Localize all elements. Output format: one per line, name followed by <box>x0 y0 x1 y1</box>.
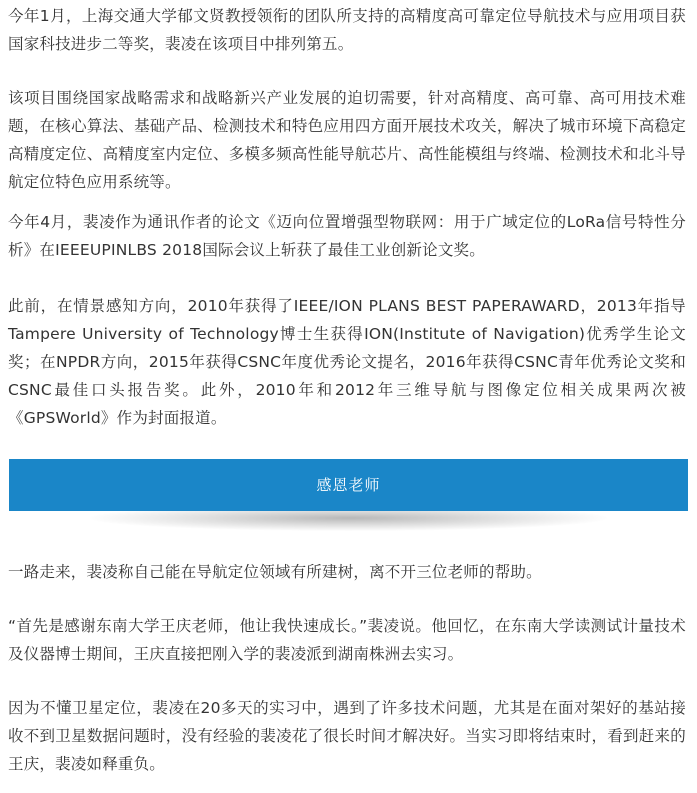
paragraph-three-teachers: 一路走来，裴凌称自己能在导航定位领域有所建树，离不开三位老师的帮助。 <box>8 563 542 581</box>
paragraph-project-description: 该项目围绕国家战略需求和战略新兴产业发展的迫切需要，针对高精度、高可靠、高可用技术难题，在核心算法、基础产品、检测技术和特色应用四方面开展技术攻关，解决了城市环境下高稳定高精度定位、高精度室内定位、多模多频高性能导航芯片、高性能模组与终端、检测技术和北斗导航定位特色应用系统等。 <box>8 89 686 191</box>
section-banner-thank-teachers: 感恩老师 <box>9 459 688 511</box>
paragraph-previous-awards: 此前，在情景感知方向，2010年获得了IEEE/ION PLANS BEST PAPERAWARD，2013年指导Tampere University of Technology博士生获得ION(Institute of Navigation)优秀学生论文奖；在NPDR方向，2015年获得CSNC年度优秀论文提名，2016年获得CSNC青年优秀论文奖和CSNC最佳口头报告奖。此外，2010年和2012年三维导航与图像定位相关成果两次被《GPSWorld》作为封面报道。 <box>8 297 686 427</box>
paragraph-paper-award: 今年4月，裴凌作为通讯作者的论文《迈向位置增强型物联网：用于广域定位的LoRa信号特性分析》在IEEEUPINLBS 2018国际会议上斩获了最佳工业创新论文奖。 <box>8 213 686 259</box>
paragraph-award-national: 今年1月，上海交通大学郁文贤教授领衔的团队所支持的高精度高可靠定位导航技术与应用项目获国家科技进步二等奖，裴凌在该项目中排列第五。 <box>8 7 686 53</box>
paragraph-thanks-wang-qing: “首先是感谢东南大学王庆老师，他让我快速成长。”裴凌说。他回忆，在东南大学读测试计量技术及仪器博士期间，王庆直接把刚入学的裴凌派到湖南株洲去实习。 <box>8 617 686 663</box>
paragraph-internship: 因为不懂卫星定位，裴凌在20多天的实习中，遇到了许多技术问题，尤其是在面对架好的基站接收不到卫星数据问题时，没有经验的裴凌花了很长时间才解决好。当实习即将结束时，看到赶来的王庆，裴凌如释重负。 <box>8 699 686 773</box>
